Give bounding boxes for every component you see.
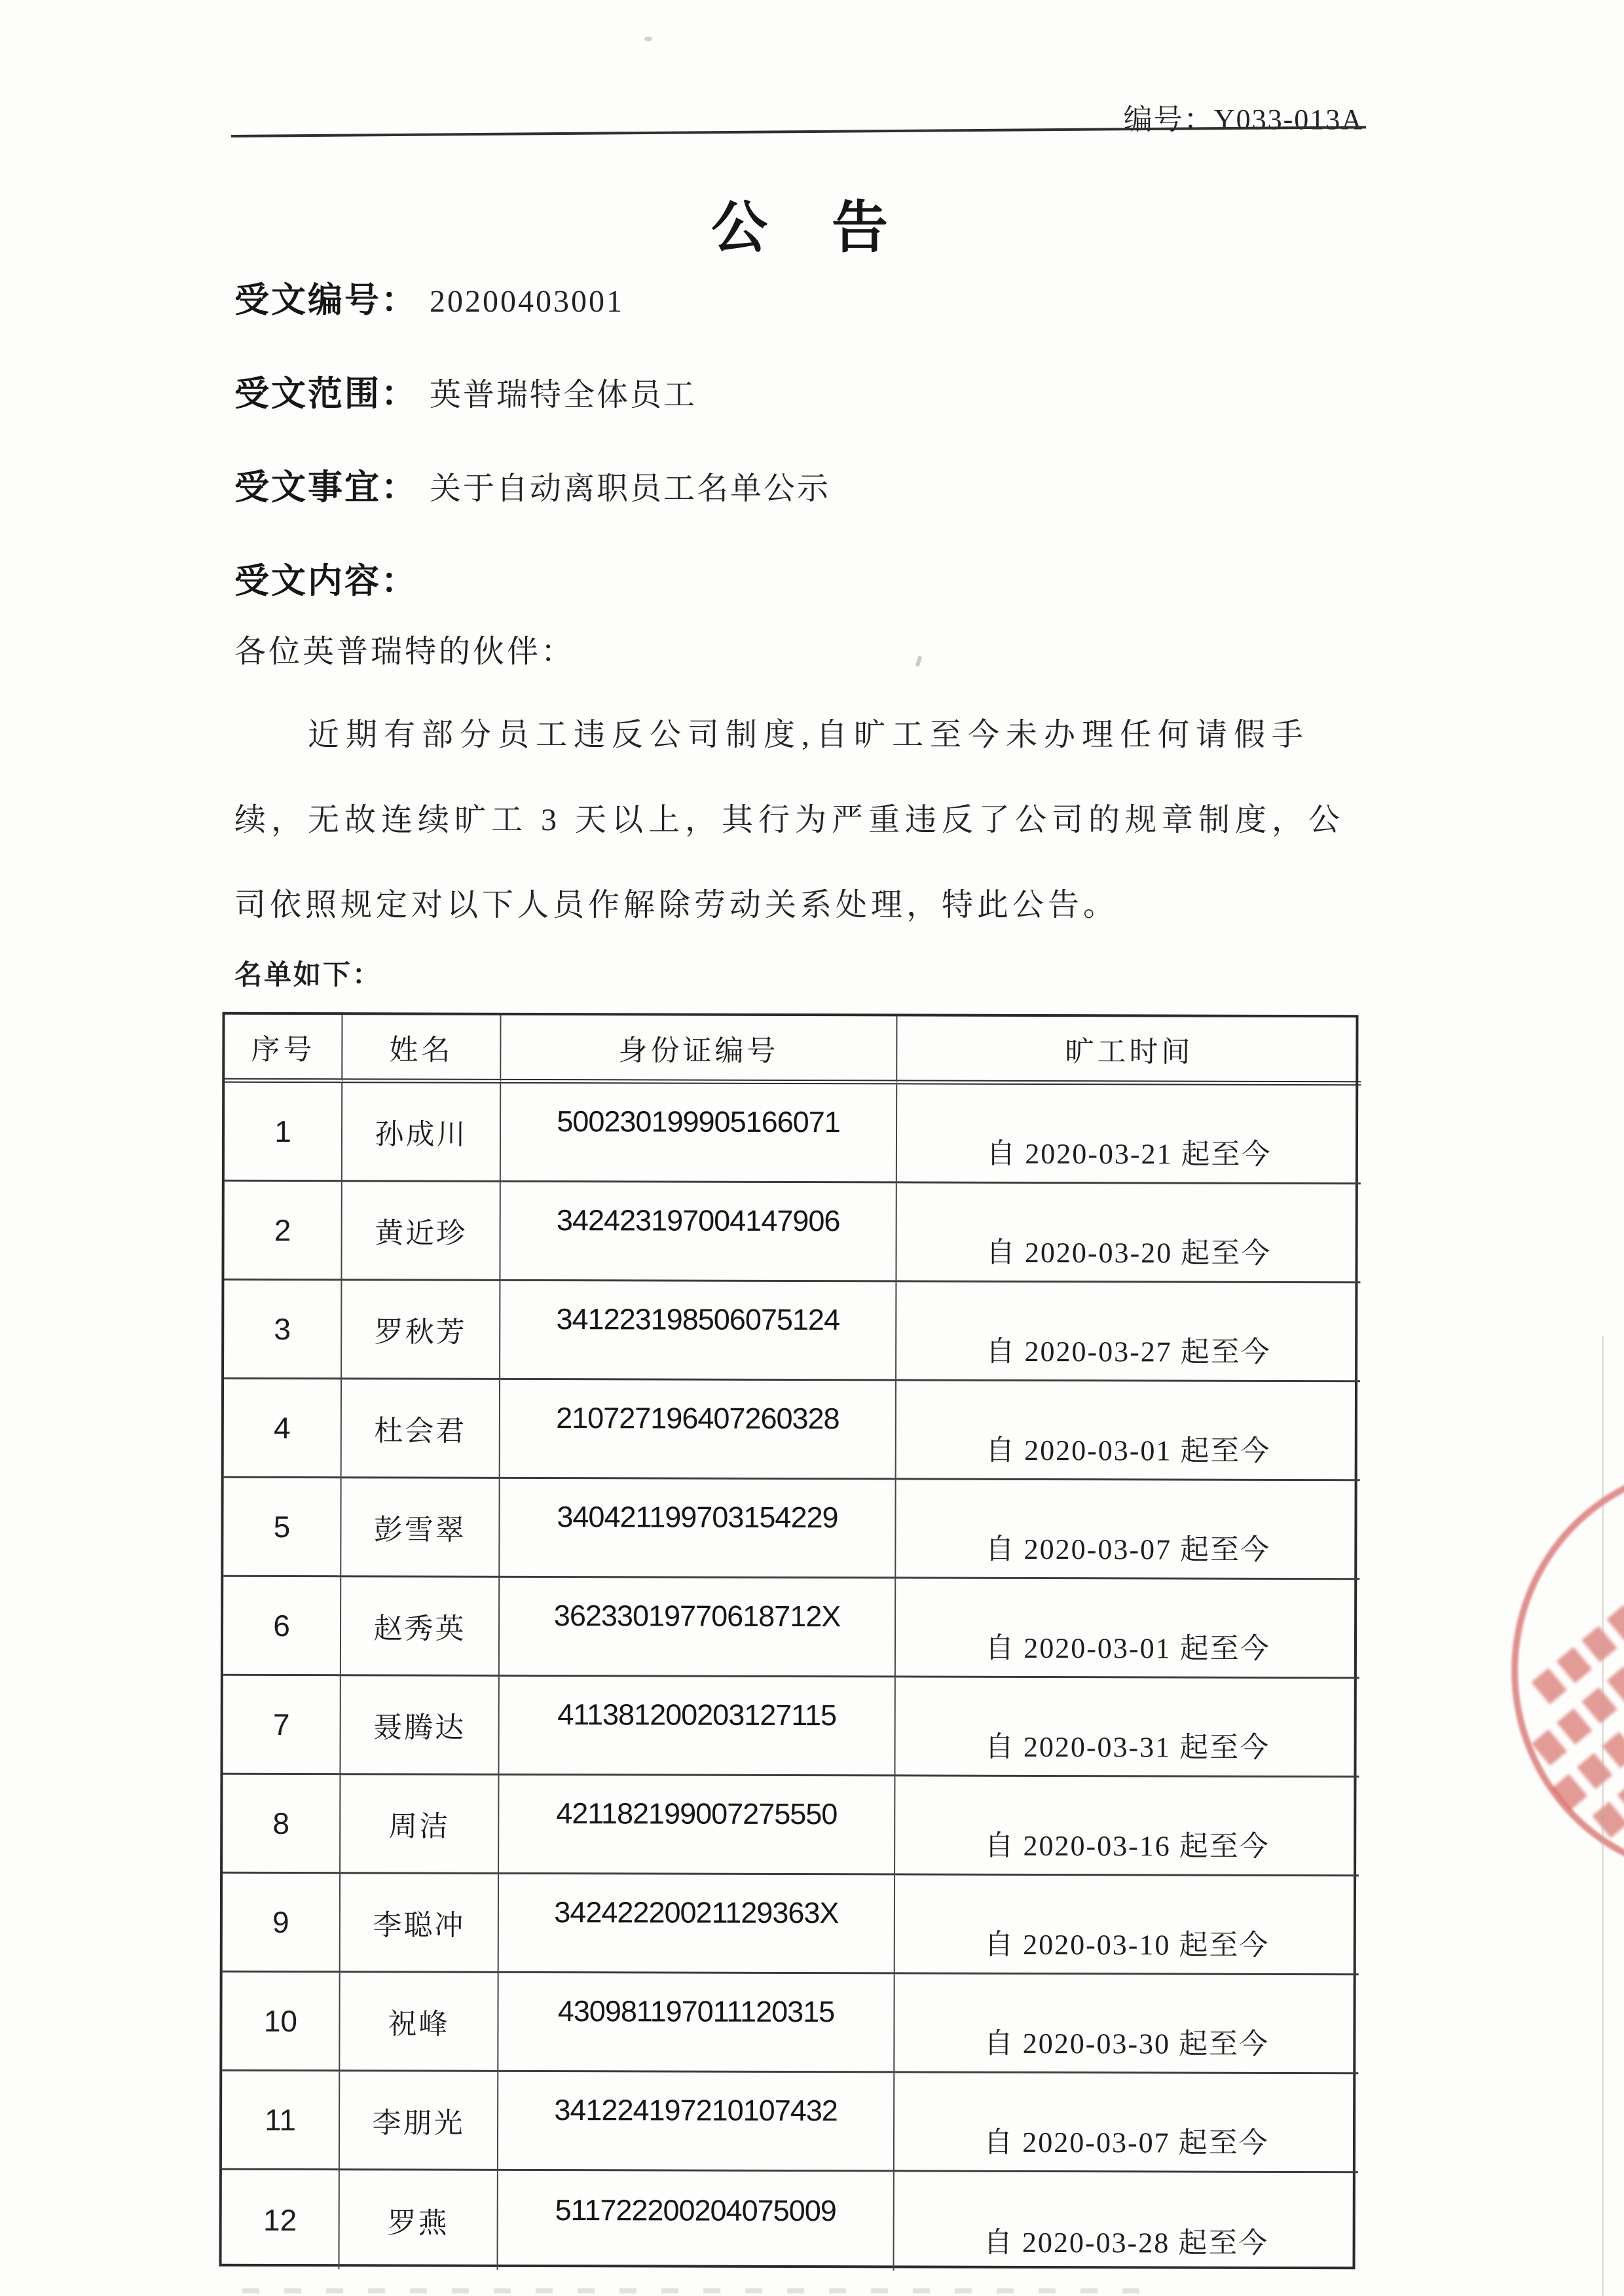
employee-name: 聂腾达: [341, 1676, 499, 1776]
id-number: 36233019770618712X: [500, 1578, 896, 1678]
meta-value: 20200403001: [430, 284, 624, 319]
employee-name: 黄近珍: [342, 1182, 500, 1281]
meta-line-content: [234, 553, 430, 603]
row-index: 4: [224, 1379, 342, 1478]
list-intro: 名单如下：: [234, 960, 382, 991]
id-number: 34242220021129363X: [499, 1874, 895, 1975]
scan-speck: [915, 655, 923, 666]
absence-period: 自 2020-03-01 起至今: [896, 1578, 1359, 1679]
id-number: 421182199007275550: [499, 1776, 895, 1876]
absence-period: 自 2020-03-21 起至今: [897, 1084, 1361, 1184]
employee-name: 罗秋芳: [342, 1281, 500, 1380]
row-index: 10: [222, 1973, 340, 2071]
meta-label: 受文内容：: [234, 562, 418, 600]
row-index: 8: [223, 1775, 341, 1874]
paragraph-line: 司依照规定对以下人员作解除劳动关系处理，特此公告。: [234, 888, 1119, 922]
id-number: 210727196407260328: [500, 1380, 896, 1480]
meta-line-doc-number: [234, 272, 624, 322]
doc-number: 编号：Y033-013A: [1123, 103, 1363, 136]
meta-label: 受文事宜：: [234, 469, 418, 507]
salutation: 各位英普瑞特的伙伴：: [234, 634, 576, 669]
employee-name: 赵秀英: [341, 1577, 500, 1677]
meta-label: 受文编号：: [234, 282, 418, 319]
employee-name: 彭雪翠: [341, 1478, 500, 1578]
absence-period: 自 2020-03-31 起至今: [895, 1677, 1359, 1777]
meta-label: 受文范围：: [234, 375, 418, 413]
paragraph-line: 近期有部分员工违反公司制度,自旷工至今未办理任何请假手: [308, 718, 1310, 752]
id-number: 341224197210107432: [498, 2072, 895, 2172]
page-title: 公 告: [711, 196, 892, 259]
paragraph-line: 续，无故连续旷工 3 天以上，其行为严重违反了公司的规章制度，公: [234, 803, 1346, 837]
row-index: 12: [221, 2170, 339, 2269]
row-index: 2: [224, 1182, 342, 1281]
absence-period: 自 2020-03-28 起至今: [983, 2226, 1269, 2259]
employee-name: 杜会君: [342, 1379, 500, 1479]
row-index: 11: [222, 2071, 340, 2170]
id-number: 341223198506075124: [500, 1281, 896, 1381]
cutoff-text-artifact: [242, 2288, 1139, 2293]
employee-name: 罗燕: [339, 2170, 498, 2270]
column-header-name: 姓名: [342, 1015, 501, 1084]
employee-name: 祝峰: [340, 1973, 498, 2072]
row-index: 1: [225, 1083, 342, 1182]
absence-period: 自 2020-03-30 起至今: [895, 1974, 1358, 2074]
absence-period: 自 2020-03-27 起至今: [896, 1282, 1360, 1382]
scan-edge-artifact: [1602, 1336, 1604, 2296]
meta-line-scope: [234, 366, 697, 416]
id-number: 500230199905166071: [501, 1084, 897, 1184]
employee-name: 李聪冲: [341, 1874, 499, 1973]
id-number: 340421199703154229: [500, 1479, 896, 1579]
absence-period: 自 2020-03-20 起至今: [896, 1183, 1360, 1283]
employee-name: 周洁: [341, 1775, 499, 1874]
column-header-id: 身份证编号: [501, 1015, 897, 1085]
absence-period: 自 2020-03-16 起至今: [895, 1776, 1359, 1876]
row-index: 7: [223, 1676, 341, 1775]
id-number: 430981197011120315: [498, 1973, 895, 2073]
row-index: 3: [224, 1281, 342, 1379]
id-number: 342423197004147906: [500, 1182, 896, 1283]
id-number: 511722200204075009: [498, 2171, 894, 2271]
absence-period: 自 2020-03-10 起至今: [895, 1875, 1359, 1975]
row-index: 5: [223, 1478, 341, 1577]
column-header-absence-time: 旷工时间: [897, 1016, 1361, 1085]
column-header-index: 序号: [225, 1015, 342, 1083]
meta-value: 关于自动离职员工名单公示: [430, 471, 831, 506]
employee-name: 李朋光: [340, 2071, 498, 2171]
scan-speck: [644, 37, 652, 41]
row-index: 9: [223, 1874, 341, 1973]
absence-period: 自 2020-03-01 起至今: [896, 1381, 1360, 1481]
meta-line-subject: [234, 460, 830, 509]
meta-value: 英普瑞特全体员工: [430, 378, 697, 412]
absence-list-table: [219, 1012, 1358, 2270]
row-index: 6: [223, 1577, 341, 1676]
id-number: 411381200203127115: [499, 1677, 895, 1777]
employee-name: 孙成川: [342, 1083, 501, 1182]
absence-period: 自 2020-03-07 起至今: [895, 2073, 1358, 2173]
absence-period: 自 2020-03-07 起至今: [896, 1480, 1359, 1580]
